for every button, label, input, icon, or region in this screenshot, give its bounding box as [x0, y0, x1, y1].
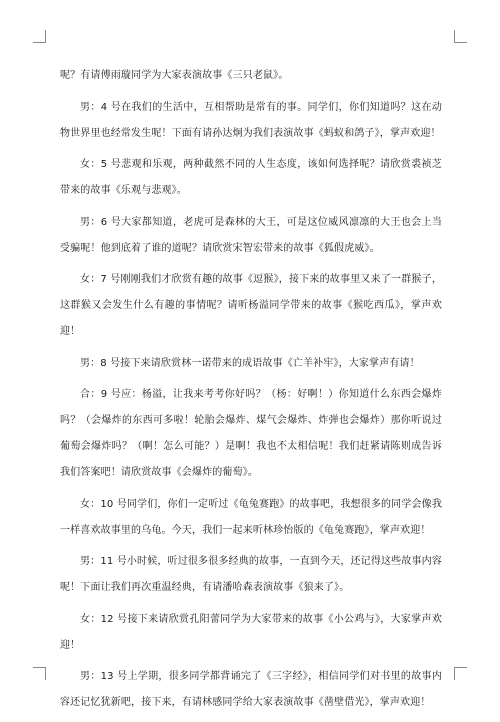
paragraph-1: 呢？有请傅雨璇同学为大家表演故事《三只老鼠》。 [60, 70, 289, 81]
crop-mark-bottom-right [454, 667, 467, 680]
paragraph-6: 男：8 号接下来请欣赏林一诺带来的成语故事《亡羊补牢》，大家掌声有请！ [80, 357, 420, 369]
paragraph-3: 女：5 号悲观和乐观，两种截然不同的人生态度，该如何选择呢？请欣赏裘祯芝带来的故事《乐观与悲观》。 [60, 159, 442, 196]
paragraph-5: 女：7 号刚刚我们才欣赏有趣的故事《逗猴》，接下来的故事里又来了一群猴子，这群猴又会发生什么有趣的事情呢？请听杨溢同学带来的故事《猴吃西瓜》，掌声欢迎！ [60, 274, 442, 337]
paragraph-10: 女：12 号接下来请欣赏孔阳蕾同学为大家带来的故事《小公鸡与》，大家掌声欢迎！ [60, 613, 442, 651]
paragraph-9: 男：11 号小时候，听过很多很多经典的故事，一直到今天，还记得这些故事内容呢！下面让我们再次重温经典，有请潘哈森表演故事《狼来了》。 [60, 556, 442, 593]
crop-mark-top-left [33, 30, 46, 43]
paragraph-4: 男：6 号大家都知道，老虎可是森林的大王，可是这位威风凛凛的大王也会上当受骗呢！他到底着了谁的道呢？请欣赏宋智宏带来的故事《狐假虎威》。 [60, 216, 442, 254]
paragraph-7: 合：9 号应：杨溢，让我来考考你好吗？（杨：好啊！）你知道什么东西会爆炸吗？（会爆炸的东西可多啦！轮胎会爆炸、煤气会爆炸、炸弹也会爆炸）那你听说过葡萄会爆炸吗？（啊！怎么可能？）是啊！我也不太相信呢！我们赶紧请陈则成告诉我们答案吧！请欣赏故事《会爆炸的葡萄》。 [60, 389, 442, 478]
crop-mark-bottom-left [33, 667, 46, 680]
paragraph-2: 男：4 号在我们的生活中，互相帮助是常有的事。同学们，你们知道吗？这在动物世界里也经常发生呢！下面有请孙达炯为我们表演故事《蚂蚁和鸽子》，掌声欢迎！ [60, 101, 442, 139]
paragraph-11: 男：13 号上学期，很多同学都背诵完了《三字经》，相信同学们对书里的故事内容还记忆犹新吧，接下来，有请林感同学给大家表演故事《凿壁借光》，掌声欢迎！ [60, 671, 442, 708]
paragraph-8: 女：10 号同学们，你们一定听过《龟兔赛跑》的故事吧，我想很多的同学会像我一样喜欢故事里的乌龟。今天，我们一起来听林珍怡版的《龟兔赛跑》，掌声欢迎！ [60, 498, 442, 536]
crop-mark-top-right [454, 30, 467, 43]
document-body [60, 63, 442, 722]
